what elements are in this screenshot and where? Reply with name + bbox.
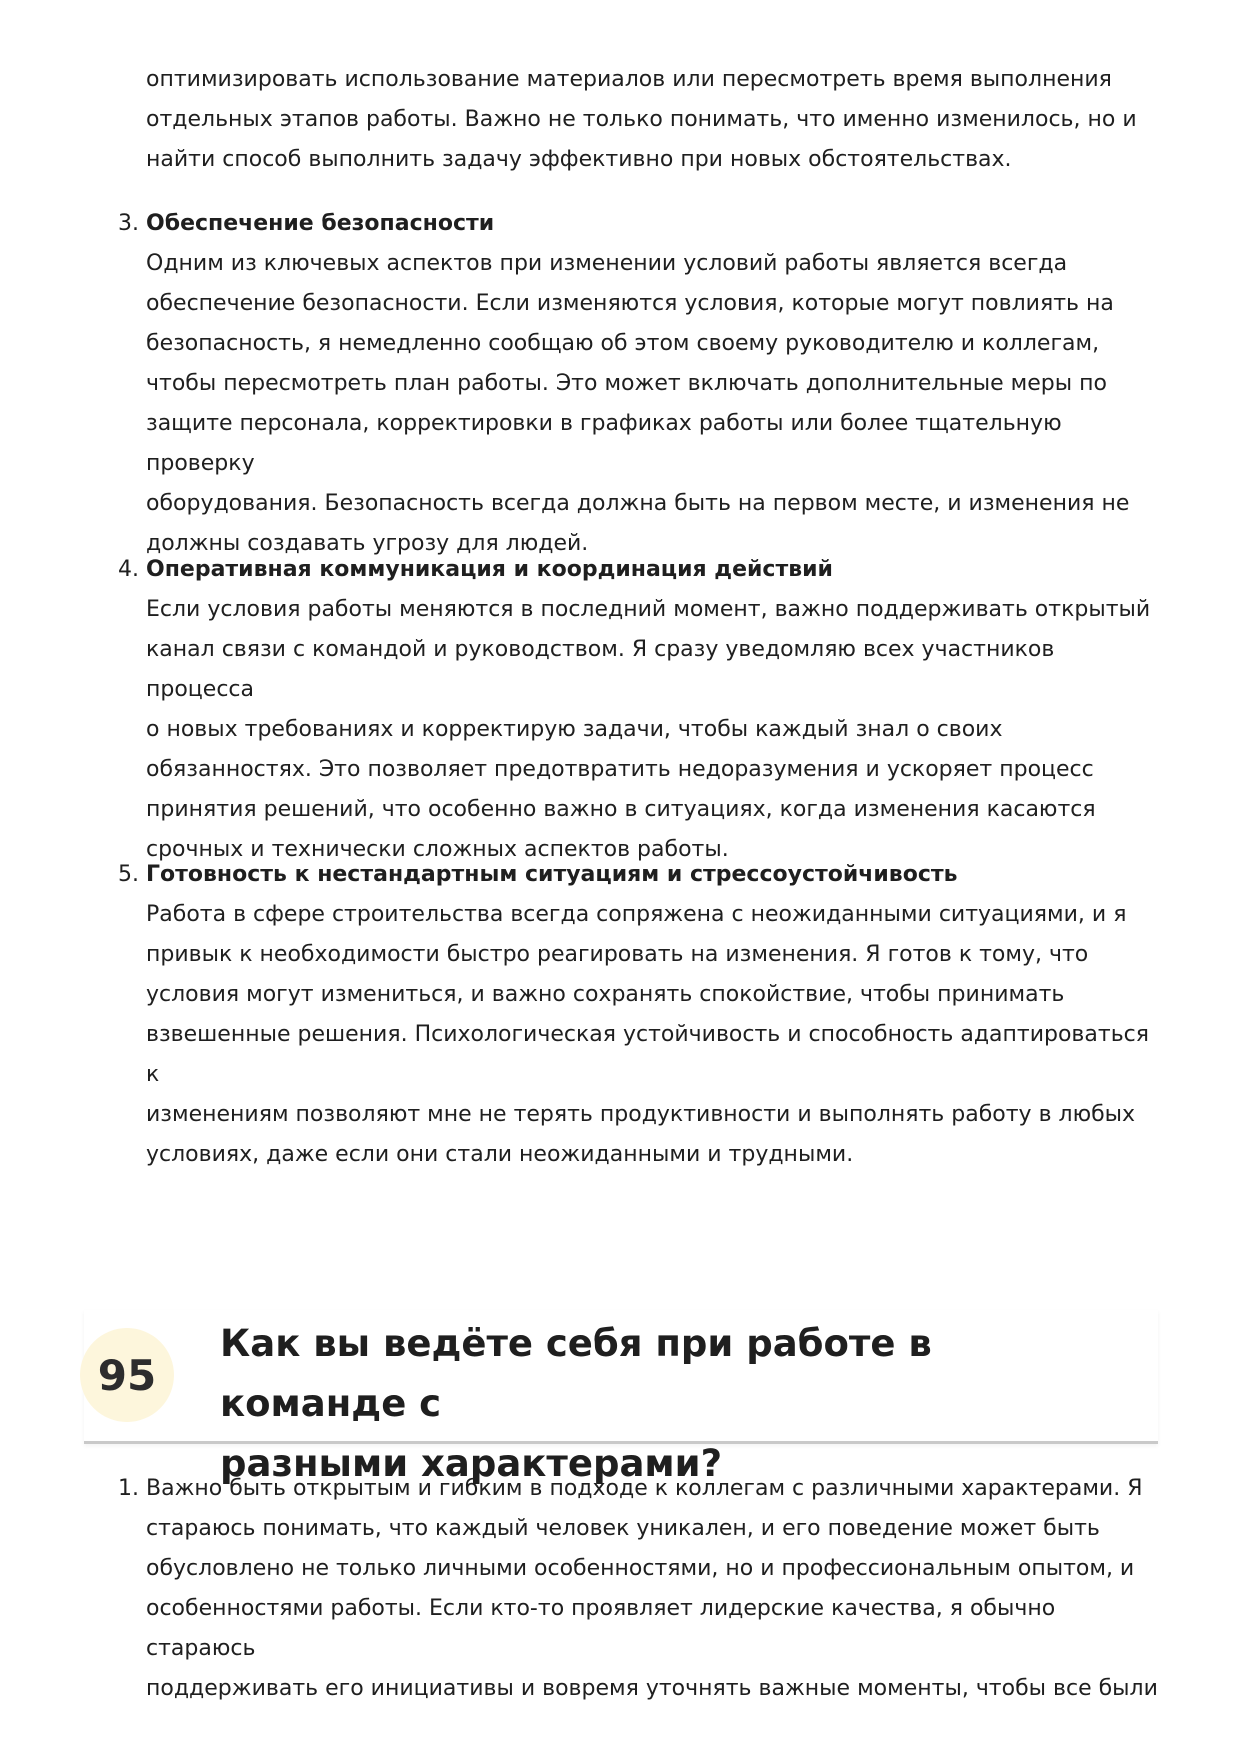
text-line: принятия решений, что особенно важно в ситуациях, когда изменения касаются [146, 797, 1096, 822]
text-line: стараюсь понимать, что каждый человек уникален, и его поведение может быть [146, 1516, 1100, 1541]
text-line: Одним из ключевых аспектов при изменении условий работы является всегда [146, 251, 1068, 276]
text-line: привык к необходимости быстро реагировать на изменения. Я готов к тому, что [146, 942, 1089, 967]
question-title-line: разными характерами? [220, 1442, 723, 1485]
list-item [118, 550, 1161, 870]
text-line: взвешенные решения. Психологическая устойчивость и способность адаптироваться к [146, 1022, 1149, 1087]
text-line: оптимизировать использование материалов или пересмотреть время выполнения [146, 67, 1112, 92]
text-line: канал связи с командой и руководством. Я сразу уведомляю всех участников процесса [146, 637, 1055, 702]
text-line: условиях, даже если они стали неожиданными и трудными. [146, 1142, 854, 1167]
text-line: должны создавать угрозу для людей. [146, 531, 589, 556]
list-item [118, 855, 1161, 1175]
text-line: срочных и технически сложных аспектов работы. [146, 837, 729, 862]
text-line: безопасность, я немедленно сообщаю об этом своему руководителю и коллегам, [146, 331, 1100, 356]
text-line: особенностями работы. Если кто-то проявляет лидерские качества, я обычно стараюсь [146, 1596, 1056, 1661]
list-number: 5. [118, 862, 139, 887]
list-item [118, 204, 1161, 564]
text-line: изменениям позволяют мне не терять продуктивности и выполнять работу в любых [146, 1102, 1136, 1127]
text-line: Важно быть открытым и гибким в подходе к коллегам с различными характерами. Я [146, 1476, 1143, 1501]
text-line: обеспечение безопасности. Если изменяются условия, которые могут повлиять на [146, 291, 1114, 316]
text-line: поддерживать его инициативы и вовремя уточнять важные моменты, чтобы все были [146, 1676, 1158, 1701]
list-item-title: Обеспечение безопасности [146, 211, 495, 236]
list-item-title: Готовность к нестандартным ситуациям и стрессоустойчивость [146, 862, 958, 887]
question-title-line: Как вы ведёте себя при работе в команде с [220, 1322, 932, 1425]
text-line: Работа в сфере строительства всегда сопряжена с неожиданными ситуациями, и я [146, 902, 1127, 927]
text-line: условия могут измениться, и важно сохранять спокойствие, чтобы принимать [146, 982, 1065, 1007]
list-number: 4. [118, 557, 139, 582]
text-line: Если условия работы меняются в последний момент, важно поддерживать открытый [146, 597, 1151, 622]
text-line: о новых требованиях и корректирую задачи, чтобы каждый знал о своих [146, 717, 1003, 742]
text-line: оборудования. Безопасность всегда должна быть на первом месте, и изменения не [146, 491, 1130, 516]
text-line: найти способ выполнить задачу эффективно при новых обстоятельствах. [146, 147, 1012, 172]
text-line: защите персонала, корректировки в графиках работы или более тщательную проверку [146, 411, 1062, 476]
list-item-title: Оперативная коммуникация и координация действий [146, 557, 833, 582]
text-line: обязанностях. Это позволяет предотвратить недоразумения и ускоряет процесс [146, 757, 1094, 782]
question-title [220, 1314, 1120, 1494]
continuation-paragraph [146, 60, 1161, 180]
text-line: отдельных этапов работы. Важно не только понимать, что именно изменилось, но и [146, 107, 1137, 132]
question-number-badge: 95 [80, 1328, 174, 1422]
text-line: обусловлено не только личными особенностями, но и профессиональным опытом, и [146, 1556, 1135, 1581]
text-line: чтобы пересмотреть план работы. Это может включать дополнительные меры по [146, 371, 1107, 396]
list-number: 1. [118, 1476, 139, 1501]
list-item [118, 1469, 1161, 1709]
list-number: 3. [118, 211, 139, 236]
